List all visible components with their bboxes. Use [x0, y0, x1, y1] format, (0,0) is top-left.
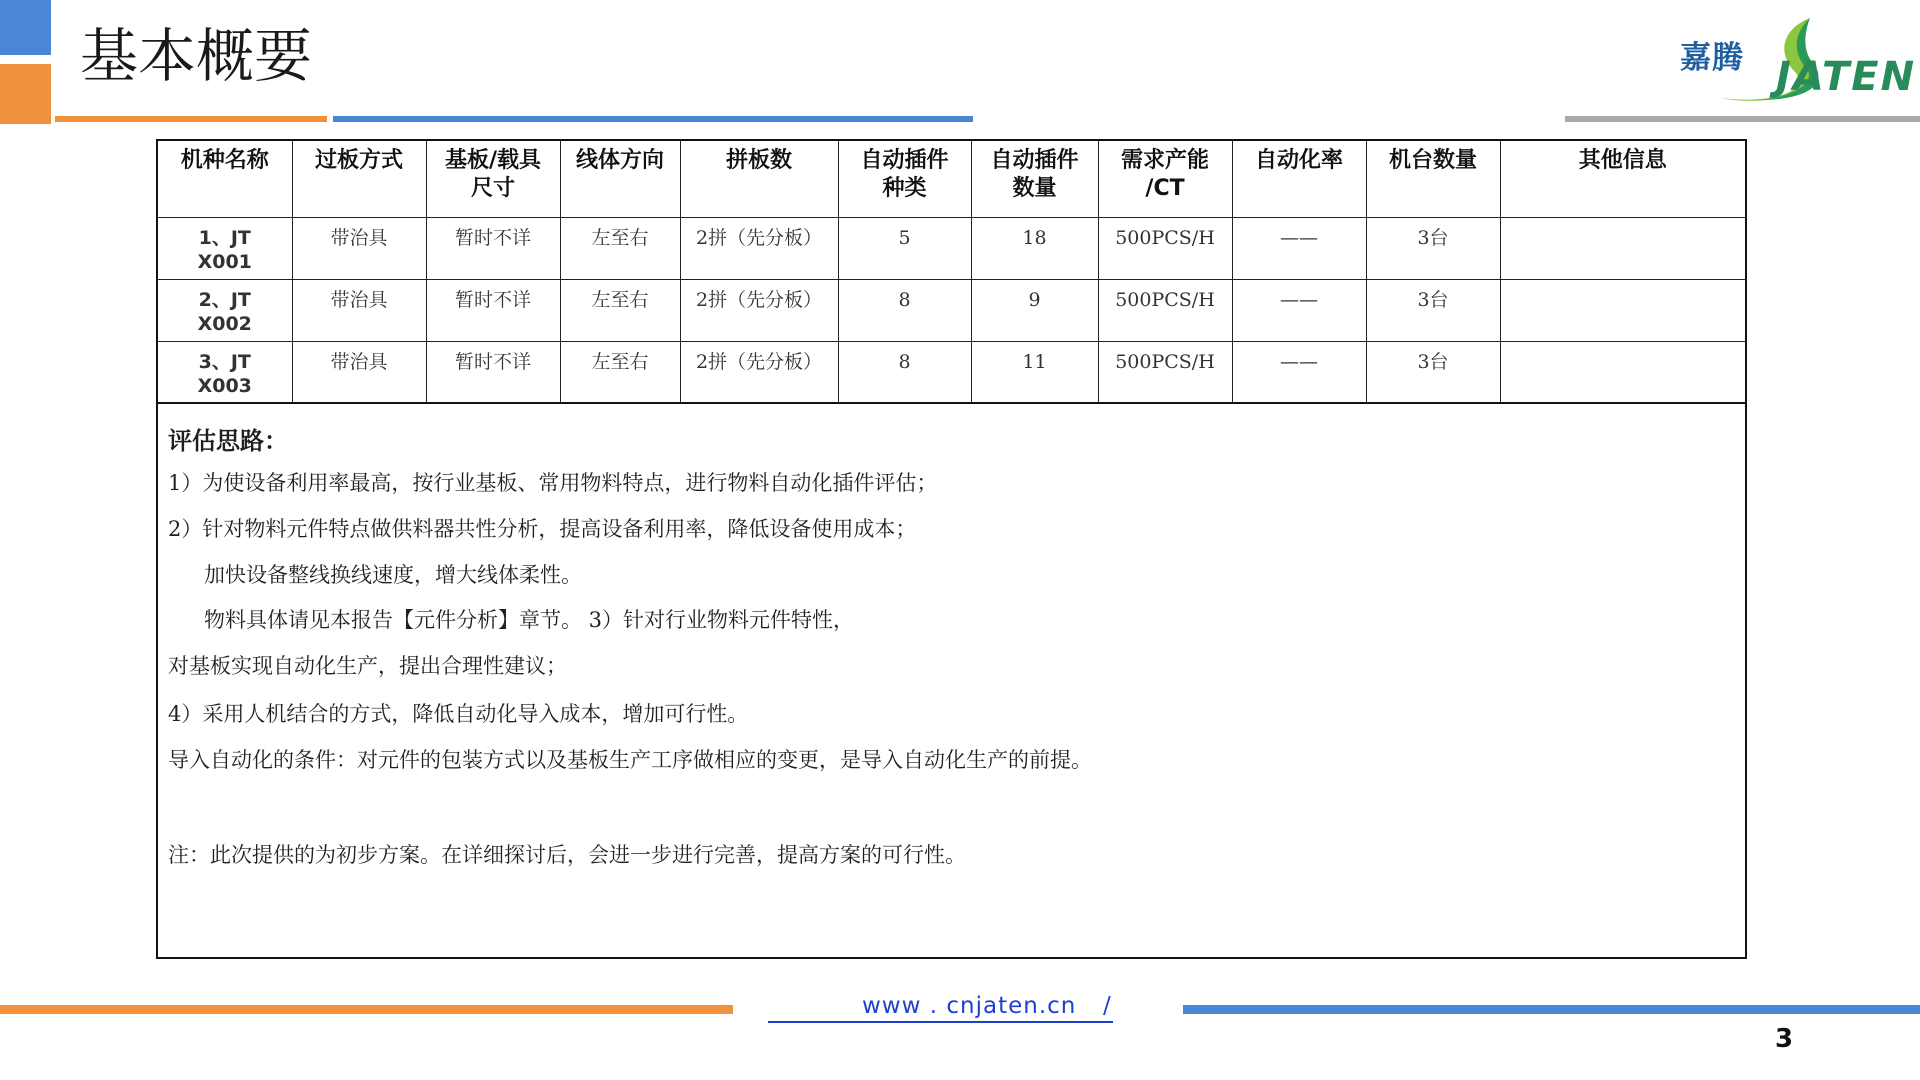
table-cell: 5 [838, 217, 971, 279]
note-line: 加快设备整线换线速度，增大线体柔性。 [204, 563, 582, 587]
notes-heading: 评估思路： [168, 427, 288, 455]
note-line: 注：此次提供的为初步方案。在详细探讨后，会进一步进行完善，提高方案的可行性。 [168, 843, 966, 867]
table-cell: 带治具 [292, 341, 426, 403]
column-header: 自动插件 数量 [971, 141, 1098, 217]
table-cell [1500, 279, 1745, 341]
table-cell [1500, 341, 1745, 403]
company-logo [1660, 10, 1917, 110]
table-cell: 左至右 [560, 341, 680, 403]
table-cell: 3台 [1366, 217, 1500, 279]
model-name-cell [158, 341, 292, 403]
table-cell: 带治具 [292, 279, 426, 341]
model-name-part: X002 [197, 312, 252, 335]
page-number: 3 [1775, 1024, 1794, 1054]
table-cell: 500PCS/H [1098, 217, 1232, 279]
footer-blue-rule [1183, 1005, 1920, 1014]
table-cell: 8 [838, 341, 971, 403]
table-cell: 左至右 [560, 217, 680, 279]
note-line: 2）针对物料元件特点做供料器共性分析，提高设备利用率，降低设备使用成本； [168, 517, 917, 541]
table-row [158, 341, 1745, 403]
column-header: 过板方式 [292, 141, 426, 217]
header-orange-block [0, 64, 51, 124]
table-cell: —— [1232, 279, 1366, 341]
column-header: 其他信息 [1500, 141, 1745, 217]
website-link[interactable] [768, 993, 1113, 1023]
table-cell: 2拼（先分板） [680, 279, 838, 341]
header-gray-rule [1565, 116, 1920, 122]
note-line: 4）采用人机结合的方式，降低自动化导入成本，增加可行性。 [168, 702, 749, 726]
table-cell: 500PCS/H [1098, 341, 1232, 403]
column-header: 需求产能 /CT [1098, 141, 1232, 217]
column-header: 自动化率 [1232, 141, 1366, 217]
note-line: 1）为使设备利用率最高，按行业基板、常用物料特点，进行物料自动化插件评估； [168, 471, 938, 495]
table-cell: —— [1232, 341, 1366, 403]
page-title: 基本概要 [80, 22, 313, 90]
logo-english-text: JATEN [1776, 54, 1917, 100]
column-header: 机种名称 [158, 141, 292, 217]
column-header: 自动插件 种类 [838, 141, 971, 217]
header-orange-rule [55, 116, 327, 122]
column-header: 基板/载具 尺寸 [426, 141, 560, 217]
table-cell: 3台 [1366, 341, 1500, 403]
table-cell: 18 [971, 217, 1098, 279]
model-name-part: 2、JT [198, 288, 251, 311]
footer-orange-rule [0, 1005, 733, 1014]
table-cell: 暂时不详 [426, 217, 560, 279]
note-line: 导入自动化的条件：对元件的包装方式以及基板生产工序做相应的变更，是导入自动化生产的前提。 [168, 748, 1092, 772]
table-cell: 2拼（先分板） [680, 341, 838, 403]
column-header: 线体方向 [560, 141, 680, 217]
table-header-row [158, 141, 1745, 217]
note-line: 对基板实现自动化生产，提出合理性建议； [168, 654, 567, 678]
model-name-part: 3、JT [198, 350, 251, 373]
table-row [158, 217, 1745, 279]
table-cell: 2拼（先分板） [680, 217, 838, 279]
table-row [158, 279, 1745, 341]
table-cell: 带治具 [292, 217, 426, 279]
table-body [158, 217, 1745, 403]
table-cell: 左至右 [560, 279, 680, 341]
website-url-text[interactable]: www . cnjaten.cn [862, 993, 1077, 1019]
note-line: 物料具体请见本报告【元件分析】章节。 3）针对行业物料元件特性， [204, 608, 855, 632]
logo-chinese-text: 嘉腾 [1680, 40, 1744, 76]
spec-table [158, 141, 1745, 404]
table-cell: 9 [971, 279, 1098, 341]
website-url-slash[interactable]: / [1103, 993, 1112, 1019]
table-cell: 500PCS/H [1098, 279, 1232, 341]
table-cell: 暂时不详 [426, 279, 560, 341]
table-cell: 暂时不详 [426, 341, 560, 403]
table-cell: 11 [971, 341, 1098, 403]
overview-frame [156, 139, 1747, 959]
column-header: 拼板数 [680, 141, 838, 217]
column-header: 机台数量 [1366, 141, 1500, 217]
model-name-cell [158, 217, 292, 279]
header-blue-block [0, 0, 51, 55]
model-name-part: 1、JT [198, 226, 251, 249]
model-name-cell [158, 279, 292, 341]
model-name-part: X001 [197, 250, 252, 273]
header-blue-rule [333, 116, 973, 122]
table-cell: 8 [838, 279, 971, 341]
table-cell [1500, 217, 1745, 279]
model-name-part: X003 [197, 374, 252, 397]
table-cell: 3台 [1366, 279, 1500, 341]
table-cell: —— [1232, 217, 1366, 279]
